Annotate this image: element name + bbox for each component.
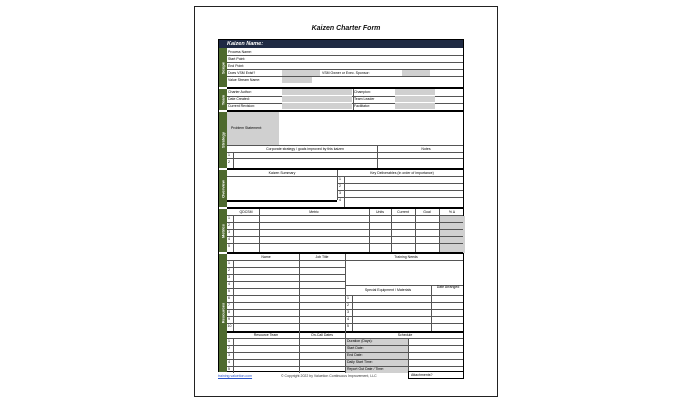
deliverable-row-number: 3 [339, 191, 341, 195]
strategy-section [227, 112, 463, 169]
value-stream-name-field[interactable] [282, 77, 312, 83]
attachments-field[interactable]: Attachments? [408, 371, 464, 379]
team-section [227, 89, 463, 111]
special-equipment-header: Special Equipment / Materials [364, 288, 412, 292]
current-revision-label: Current Revision: [228, 104, 256, 108]
website-link[interactable]: training.valuetion.com [218, 374, 253, 378]
charter-author-field[interactable] [282, 89, 352, 95]
form-title: Kaizen Charter Form [311, 25, 381, 32]
process-name-label: Process Name: [228, 50, 252, 54]
team-leader-field[interactable] [395, 96, 435, 102]
vsm-exist-label: Does VSM Exist? [228, 71, 256, 75]
overview-section [227, 170, 463, 208]
job-title-header: Job Title [315, 255, 329, 259]
deliverable-row-number: 2 [339, 184, 341, 188]
resource-row-number: 5 [228, 289, 230, 293]
section-metrics-bar: Metrics [219, 209, 227, 253]
key-deliverables-header: Key Deliverables (in order of importance) [370, 171, 434, 175]
qdcsm-header: QDCSM [239, 210, 253, 214]
on-call-dates-header: On-Call Dates [311, 333, 333, 337]
training-needs-header: Training Needs [394, 255, 418, 259]
percent-change-header: % Δ [448, 210, 456, 214]
units-header: Units [376, 210, 384, 214]
team-leader-label: Team Leader [354, 97, 375, 101]
resource-team-row-number: 1 [228, 339, 230, 343]
resource-row-number: 6 [228, 296, 230, 300]
resource-row-number: 1 [228, 261, 230, 265]
section-team-bar: Team [219, 89, 227, 111]
metrics-section [227, 209, 463, 253]
resource-team-header: Resource Team [253, 333, 279, 337]
scope-section [227, 48, 463, 88]
schedule-daily-start-label: Daily Start Time: [347, 360, 373, 364]
metric-header: Metric [309, 210, 319, 214]
strategy-row-number: 1 [228, 153, 230, 157]
document-page [194, 6, 498, 397]
resource-team-row-number: 4 [228, 360, 230, 364]
facilitator-field[interactable] [395, 103, 435, 109]
resource-row-number: 7 [228, 303, 230, 307]
charter-form [218, 39, 464, 372]
section-scope-bar: Scope [219, 48, 227, 88]
notes-header: Notes [421, 147, 431, 151]
metric-row-number: 4 [228, 237, 230, 241]
start-point-label: Start Point: [228, 57, 246, 61]
section-strategy-bar: Strategy [219, 112, 227, 169]
resource-row-number: 4 [228, 282, 230, 286]
deliverable-row-number: 1 [339, 177, 341, 181]
equipment-row-number: 5 [347, 324, 349, 328]
date-created-field[interactable] [282, 96, 352, 102]
resource-team-row-number: 3 [228, 353, 230, 357]
end-point-label: End Point: [228, 64, 245, 68]
date-arranged-header: Date Arranged [436, 285, 460, 289]
goal-header: Goal [423, 210, 431, 214]
vsm-owner-label: VSM Owner or Exec. Sponsor: [322, 71, 370, 75]
equipment-row-number: 2 [347, 303, 349, 307]
deliverable-row-number: 4 [339, 198, 341, 202]
resource-row-number: 2 [228, 268, 230, 272]
problem-statement-label: Problem Statement: [231, 126, 262, 130]
kaizen-summary-header: Kaizen Summary [268, 171, 296, 175]
date-created-label: Date Created: [228, 97, 250, 101]
resource-row-number: 9 [228, 317, 230, 321]
resource-row-number: 8 [228, 310, 230, 314]
name-header: Name [261, 255, 271, 259]
resource-row-number: 3 [228, 275, 230, 279]
champion-label: Champion: [354, 90, 371, 94]
metric-row-number: 1 [228, 216, 230, 220]
current-header: Current [397, 210, 409, 214]
equipment-row-number: 4 [347, 317, 349, 321]
resource-team-row-number: 2 [228, 346, 230, 350]
metric-row-number: 3 [228, 230, 230, 234]
strategy-row-number: 2 [228, 160, 230, 164]
resources-section [227, 254, 463, 373]
equipment-row-number: 3 [347, 310, 349, 314]
kaizen-name-header: Kaizen Name: [219, 40, 463, 48]
current-revision-field[interactable] [282, 103, 352, 109]
resource-row-number: 10 [227, 324, 232, 328]
facilitator-label: Facilitator: [354, 104, 371, 108]
equipment-row-number: 1 [347, 296, 349, 300]
metric-row-number: 2 [228, 223, 230, 227]
section-resources-bar: Resources [219, 254, 227, 373]
metric-row-number: 5 [228, 244, 230, 248]
champion-field[interactable] [395, 89, 435, 95]
resource-team-row-number: 5 [228, 367, 230, 371]
charter-author-label: Charter Author: [228, 90, 252, 94]
schedule-header: Schedule [397, 333, 413, 337]
section-overview-bar: Overview [219, 170, 227, 208]
corporate-strategy-header: Corporate strategy / goals improved by this kaizen [266, 147, 344, 151]
schedule-end-date-label: End Date: [347, 353, 363, 357]
schedule-report-out-label: Report Out Date / Time: [347, 367, 384, 371]
value-stream-name-label: Value Stream Name: [228, 78, 261, 82]
copyright-text: © Copyright 2022 by Valuetion Continuous Improvement, LLC [281, 374, 377, 378]
schedule-start-date-label: Start Date: [347, 346, 364, 350]
schedule-duration-label: Duration (Days): [347, 339, 373, 343]
